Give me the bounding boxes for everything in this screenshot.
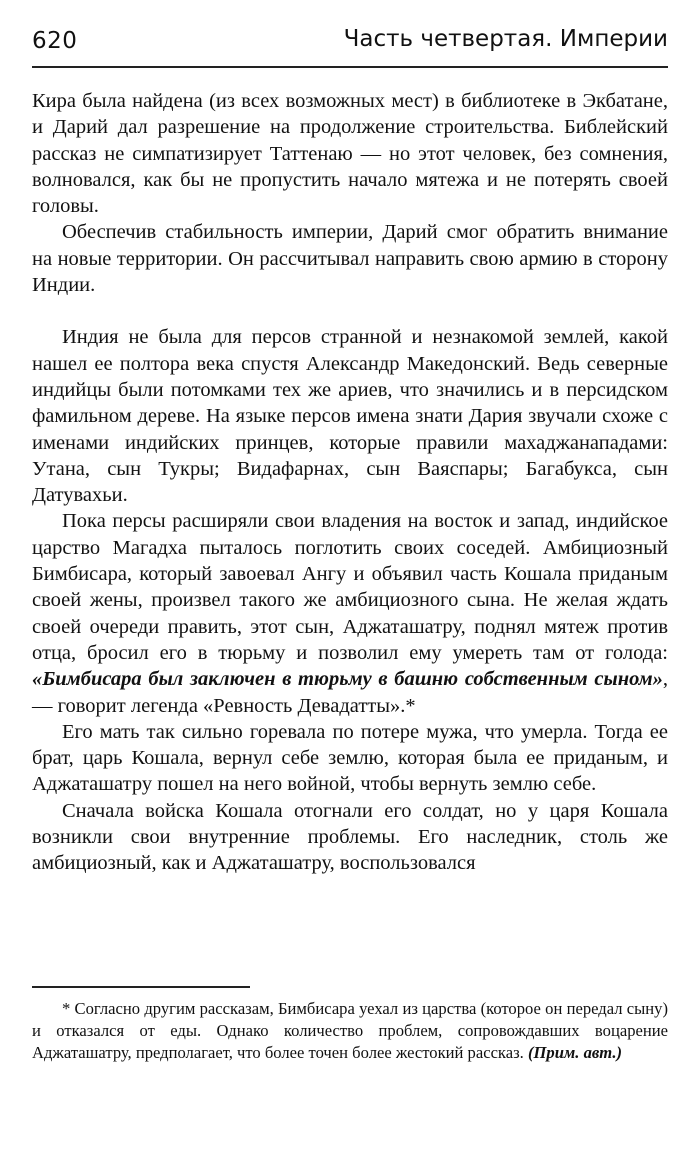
paragraph-4 [32,508,668,718]
legend-quote: «Бимбисара был заключен в тюрьму в башню собственным сыном» [32,668,663,691]
paragraph-5: Его мать так сильно горевала по потере мужа, что умерла. Тогда ее брат, царь Кошала, вернул себе землю, которая была ее приданым, и Аджаташатру пошел на него войной, чтобы вернуть землю себе. [32,720,668,796]
footnote [32,998,668,1064]
page-header [32,24,668,60]
paragraph-3: Индия не была для персов странной и незнакомой землей, какой нашел ее полтора века спустя Александр Македонский. Ведь северные индийцы были потомками тех же ариев, что значились и в персидском фамильном дереве. На языке персов имена знати Дария звучали схоже с именами индийских принцев, которые правили махаджанападами: Утана, сын Тукры; Видафарнах, сын Ваяспары; Багабукса, сын Датувахьи. [32,326,668,507]
body-text [32,88,668,877]
paragraph-6: Сначала войска Кошала отогнали его солдат, но у царя Кошала возникли свои внутренние проблемы. Его наследник, столь же амбициозный, как и Аджаташатру, воспользовался [32,799,668,875]
footnote-rule [32,986,250,988]
footnote-author-note: (Прим. авт.) [527,1043,623,1062]
paragraph-4-end: , — говорит легенда «Ревность Девадатты».* [32,668,668,717]
footnote-text: * Согласно другим рассказам, Бимбисара уехал из царства (которое он передал сыну) и отказался от еды. Однако количество проблем, сопровождавших воцарение Аджаташатру, предполагает, что более точен более жестокий рассказ. [32,999,668,1062]
paragraph-2: Обеспечив стабильность империи, Дарий смог обратить внимание на новые территории. Он рассчитывал направить свою армию в сторону Индии. [32,221,668,297]
running-title: Часть четвертая. Империи [343,26,668,52]
paragraph-4-start: Пока персы расширяли свои владения на восток и запад, индийское царство Магадха пыталось поглотить своих соседей. Амбициозный Бимбисара, который завоевал Ангу и объявил часть Кошала приданым своей жены, произвел такого же амбициозного сына. Не желая ждать своей очереди править, этот сын, Аджаташатру, поднял мятеж против отца, бросил его в тюрьму и позволил ему умереть там от голода: [32,510,668,664]
header-rule [32,66,668,68]
paragraph-1: Кира была найдена (из всех возможных мест) в библиотеке в Экбатане, и Дарий дал разрешение на продолжение строительства. Библейский рассказ не симпатизирует Таттенаю — но этот человек, без сомнения, волновался, как бы не пропустить начало мятежа и не потерять своей головы. [32,90,668,218]
page-number: 620 [32,28,78,54]
